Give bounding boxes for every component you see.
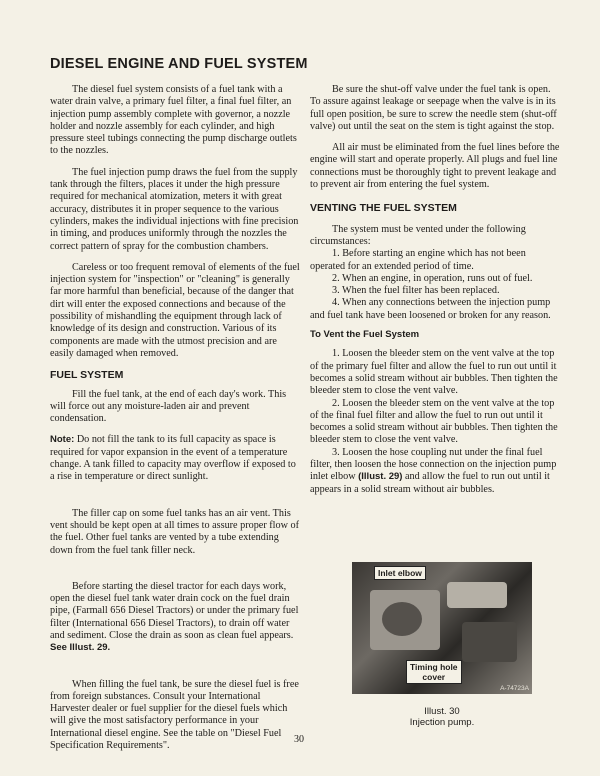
paragraph: Careless or too frequent removal of elements of the fuel injection system for "inspection" or "cleaning" is generally far more harmful than beneficial, because of the danger that dirt will enter the exposed connections and because of the possibility of mishandling the equipment through lack of knowledge of its design and construction. Various of its components are made with the utmost precision and are easily damaged when removed.: [50, 261, 300, 359]
section-heading: FUEL SYSTEM: [50, 369, 124, 382]
list-item: 1. Before starting an engine which has not been operated for an extended period of time.: [310, 248, 526, 272]
paragraph: Fill the fuel tank, at the end of each day's work. This will force out any moisture-laden air and prevent condensation.: [50, 388, 287, 425]
caption-text: Injection pump.: [409, 717, 475, 728]
paragraph: Be sure the shut-off valve under the fuel tank is open. To assure against leakage or seepage when the valve is in its full open position, be sure to screw the needle stem (shut-off valve) out until the seat on the stem is tight against the stop.: [310, 84, 557, 132]
step-text: 3. Loosen the hose coupling nut under the final fuel filter, then loosen the hose connection on the injection pump inlet elbow: [310, 446, 557, 483]
paragraph: [50, 581, 300, 655]
paragraph: The filler cap on some fuel tanks has an air vent. This vent should be kept open at all times to assure proper flow of the fuel. Other fuel tanks are vented by a tube extending down from the fuel tank filler neck.: [50, 507, 299, 556]
paragraph: The diesel fuel system consists of a fuel tank with a water drain valve, a primary fuel filter, a final fuel filter, an injection pump assembly complete with governor, a nozzle holder and nozzle assembly for each cylinder, and high pressure steel tubings connecting the pump discharge outlets to the nozzles.: [50, 84, 297, 157]
illustration-reference: (Illust. 29): [358, 471, 403, 483]
inlet-elbow-callout: Inlet elbow: [374, 566, 426, 580]
photo-code: A-74723A: [500, 685, 529, 692]
callout-line: cover: [422, 672, 446, 682]
section-heading: VENTING THE FUEL SYSTEM: [310, 202, 457, 215]
page-number: 30: [294, 734, 304, 745]
callout-line: Timing hole: [410, 662, 458, 672]
paragraph: When filling the fuel tank, be sure the diesel fuel is free from foreign substances. Consult your International Harvester dealer or fuel supplier for the diesel fuels which will give the most satisfactory performance in your International diesel engine. See the table on "Diesel Fuel Specification Requirements".: [50, 678, 299, 752]
list-item: 2. When an engine, in operation, runs out of fuel.: [332, 272, 533, 284]
page-title: DIESEL ENGINE AND FUEL SYSTEM: [50, 56, 308, 72]
figure-caption: [352, 706, 532, 728]
timing-hole-callout: [406, 660, 462, 684]
caption-number: Illust. 30: [424, 706, 460, 717]
engine-block-shape: [462, 622, 517, 662]
note-text: Do not fill the tank to its full capacity as space is required for vapor expansion in the event of a temperature change. A tank filled to capacity may overflow if exposed to a rise in temperature or direct sunlight.: [50, 434, 296, 483]
note-label: Note:: [50, 434, 75, 446]
step-text: and allow the fuel to run out until it appears in a solid stream without air bubbles.: [310, 471, 550, 495]
illustration-reference: See Illust. 29.: [50, 642, 111, 654]
paragraph-text: Before starting the diesel tractor for each days work, open the diesel fuel tank water drain cock on the fuel drain pipe, (Farmall 656 Diesel Tractors) or under the primary fuel filter (International 656 Diesel Tractors), to drain off water and sediment. Close the drain as soon as clean fuel appears.: [50, 580, 299, 641]
right-column: [310, 84, 560, 496]
list-item: 4. When any connections between the injection pump and fuel tank have been loosened or broken for any reason.: [310, 297, 551, 321]
paragraph: The system must be vented under the following circumstances:: [310, 223, 526, 247]
injection-pump-photo: [352, 562, 532, 694]
subsection-heading: To Vent the Fuel System: [310, 329, 420, 341]
paragraph: All air must be eliminated from the fuel lines before the engine will start and operate properly. All plugs and fuel line connections must be thoroughly tight to prevent leakage and to prevent air from entering the fuel system.: [310, 142, 560, 191]
paragraph: The fuel injection pump draws the fuel from the supply tank through the filters, places it under the high pressure required for mechanical atomization, meters it with great accuracy, distributes it in proper sequence to the various cylinders, makes the individual injections with fine precision in timing, and produces uniformly through the nozzles the correct pattern of spray for the combustion chambers.: [50, 166, 299, 252]
list-item: 3. When the fuel filter has been replaced.: [332, 285, 500, 297]
note-paragraph: [50, 434, 300, 483]
list-item: 2. Loosen the bleeder stem on the vent valve at the top of the final fuel filter and allow the fuel to run out until it becomes a solid stream without air bubbles. Then tighten the bleeder stem to close the vent valve.: [310, 397, 558, 446]
left-column: [50, 84, 300, 752]
elbow-shape: [447, 582, 507, 608]
list-item: [310, 447, 560, 496]
pump-cover-shape: [382, 602, 422, 636]
list-item: 1. Loosen the bleeder stem on the vent valve at the top of the primary fuel filter and allow the fuel to run out until it becomes a solid stream without air bubbles. Then tighten the bleeder stem to close the vent valve.: [310, 348, 558, 397]
